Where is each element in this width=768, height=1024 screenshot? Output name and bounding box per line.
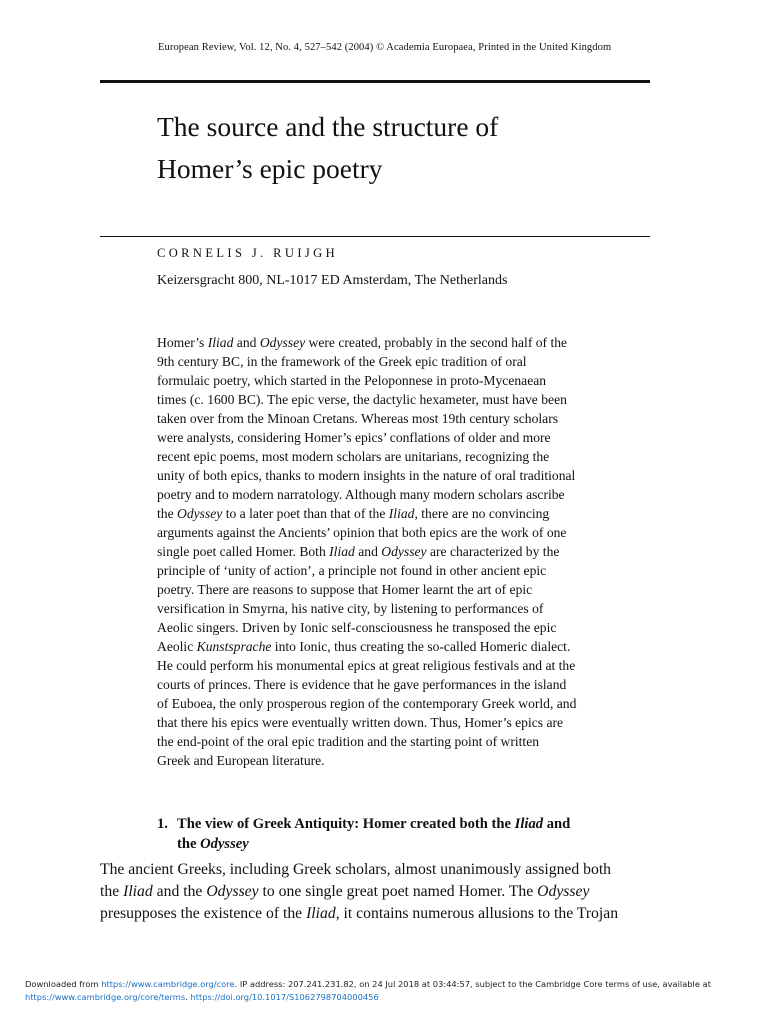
abstract-line bbox=[157, 371, 657, 390]
abstract-line bbox=[157, 751, 657, 770]
text-run: principle of ‘unity of action’, a principle not found in other ancient epic bbox=[157, 563, 547, 578]
italic-title: Odyssey bbox=[206, 883, 259, 900]
abstract-line bbox=[157, 675, 657, 694]
text-run: taken over from the Minoan Cretans. Whereas most 19th century scholars bbox=[157, 411, 559, 426]
abstract-line bbox=[157, 428, 657, 447]
abstract-line bbox=[157, 352, 657, 371]
abstract-line bbox=[157, 390, 657, 409]
section-heading bbox=[157, 814, 657, 854]
abstract-line bbox=[157, 618, 657, 637]
text-run: and bbox=[543, 816, 571, 832]
text-run: to one single great poet named Homer. The bbox=[258, 883, 538, 900]
text-run: poetry and to modern narratology. Although many modern scholars ascribe bbox=[157, 487, 565, 502]
italic-title: Odyssey bbox=[200, 836, 249, 852]
text-run: courts of princes. There is evidence that he gave performances in the island bbox=[157, 677, 567, 692]
text-run: Aeolic bbox=[157, 639, 197, 654]
italic-title: Iliad bbox=[207, 335, 234, 350]
text-run: unity of both epics, thanks to modern insights in the nature of oral traditional bbox=[157, 468, 576, 483]
title-rule bbox=[100, 236, 650, 237]
italic-title: Iliad bbox=[514, 816, 544, 832]
italic-title: Odyssey bbox=[259, 335, 306, 350]
text-run: , there are no convincing bbox=[414, 506, 550, 521]
footer-line bbox=[25, 978, 755, 991]
abstract-line bbox=[157, 561, 657, 580]
italic-title: Iliad bbox=[329, 544, 355, 559]
text-run: the end-point of the oral epic tradition and the starting point of written bbox=[157, 734, 540, 749]
text-run: the bbox=[157, 506, 178, 521]
abstract-line bbox=[157, 447, 657, 466]
text-run: Aeolic singers. Driven by Ionic self-consciousness he transposed the epic bbox=[157, 620, 557, 635]
text-run: the bbox=[177, 836, 201, 852]
text-run: recent epic poems, most modern scholars are unitarians, recognizing the bbox=[157, 449, 550, 464]
text-run: arguments against the Ancients’ opinion that both epics are the work of one bbox=[157, 525, 567, 540]
abstract-line bbox=[157, 409, 657, 428]
text-run: and bbox=[233, 335, 260, 350]
journal-header: European Review, Vol. 12, No. 4, 527–542 (2004) © Academia Europaea, Printed in the United Kingdom bbox=[158, 42, 612, 53]
italic-title: Odyssey bbox=[537, 883, 590, 900]
text-run: presupposes the existence of the bbox=[100, 905, 307, 922]
body-line bbox=[100, 881, 660, 903]
text-run: Downloaded from bbox=[25, 979, 102, 989]
text-run: were analysts, considering Homer’s epics’ conflations of older and more bbox=[157, 430, 551, 445]
author-name: CORNELIS J. RUIJGH bbox=[157, 246, 338, 260]
abstract-line bbox=[157, 713, 657, 732]
footer-line bbox=[25, 991, 755, 1004]
text-run: times (c. 1600 BC). The epic verse, the dactylic hexameter, must have been bbox=[157, 392, 567, 407]
abstract-line bbox=[157, 694, 657, 713]
abstract-line bbox=[157, 656, 657, 675]
abstract-line bbox=[157, 523, 657, 542]
section-heading-line bbox=[157, 834, 657, 854]
body-line bbox=[100, 903, 660, 925]
text-run: . bbox=[185, 992, 191, 1002]
italic-title: Iliad bbox=[388, 506, 415, 521]
section-heading-line bbox=[157, 814, 657, 834]
text-run: of Euboea, the only prosperous region of the contemporary Greek world, and bbox=[157, 696, 577, 711]
author-affiliation: Keizersgracht 800, NL-1017 ED Amsterdam, The Netherlands bbox=[157, 273, 508, 288]
text-run: versification in Smyrna, his native city, by listening to performances of bbox=[157, 601, 544, 616]
text-run: 9th century BC, in the framework of the Greek epic tradition of oral bbox=[157, 354, 527, 369]
text-run: into Ionic, thus creating the so-called Homeric dialect. bbox=[271, 639, 571, 654]
text-run: are characterized by the bbox=[426, 544, 560, 559]
abstract-line bbox=[157, 333, 657, 352]
title-line-1: The source and the structure of bbox=[157, 111, 499, 142]
text-run: the bbox=[100, 883, 124, 900]
abstract-line bbox=[157, 732, 657, 751]
text-run: to a later poet than that of the bbox=[222, 506, 389, 521]
abstract-line bbox=[157, 485, 657, 504]
download-footer bbox=[25, 978, 755, 1004]
text-run: Homer’s bbox=[157, 335, 208, 350]
abstract-line bbox=[157, 599, 657, 618]
abstract bbox=[157, 333, 657, 770]
title-line-2: Homer’s epic poetry bbox=[157, 153, 383, 184]
text-run: were created, probably in the second half of the bbox=[305, 335, 568, 350]
header-rule bbox=[100, 80, 650, 83]
footer-link[interactable]: https://doi.org/10.1017/S1062798704000456 bbox=[190, 992, 379, 1002]
text-run: Greek and European literature. bbox=[157, 753, 325, 768]
article-title bbox=[157, 106, 637, 190]
text-run: single poet called Homer. Both bbox=[157, 544, 330, 559]
body-line bbox=[100, 859, 660, 881]
text-run: The view of Greek Antiquity: Homer created both the bbox=[177, 816, 515, 832]
text-run: He could perform his monumental epics at great religious festivals and at the bbox=[157, 658, 576, 673]
italic-title: Odyssey bbox=[381, 544, 427, 559]
abstract-line bbox=[157, 504, 657, 523]
abstract-line bbox=[157, 542, 657, 561]
text-run: and the bbox=[152, 883, 207, 900]
italic-title: Iliad bbox=[123, 883, 153, 900]
text-run: . IP address: 207.241.231.82, on 24 Jul 2018 at 03:44:57, subject to the Cambridge Core terms of use, available at bbox=[234, 979, 711, 989]
section-number: 1. bbox=[157, 816, 168, 832]
footer-link[interactable]: https://www.cambridge.org/core bbox=[101, 979, 235, 989]
text-run: , it contains numerous allusions to the Trojan bbox=[335, 905, 619, 922]
abstract-line bbox=[157, 637, 657, 656]
italic-title: Kunstsprache bbox=[196, 639, 272, 654]
abstract-line bbox=[157, 466, 657, 485]
section-body bbox=[100, 859, 660, 925]
italic-title: Iliad bbox=[306, 905, 336, 922]
abstract-line bbox=[157, 580, 657, 599]
footer-link[interactable]: https://www.cambridge.org/core/terms bbox=[25, 992, 186, 1002]
text-run: that there his epics were eventually written down. Thus, Homer’s epics are bbox=[157, 715, 564, 730]
text-run: poetry. There are reasons to suppose that Homer learnt the art of epic bbox=[157, 582, 533, 597]
italic-title: Odyssey bbox=[177, 506, 223, 521]
text-run: formulaic poetry, which started in the Peloponnese in proto-Mycenaean bbox=[157, 373, 547, 388]
text-run: The ancient Greeks, including Greek scholars, almost unanimously assigned both bbox=[100, 861, 612, 878]
text-run: and bbox=[354, 544, 382, 559]
